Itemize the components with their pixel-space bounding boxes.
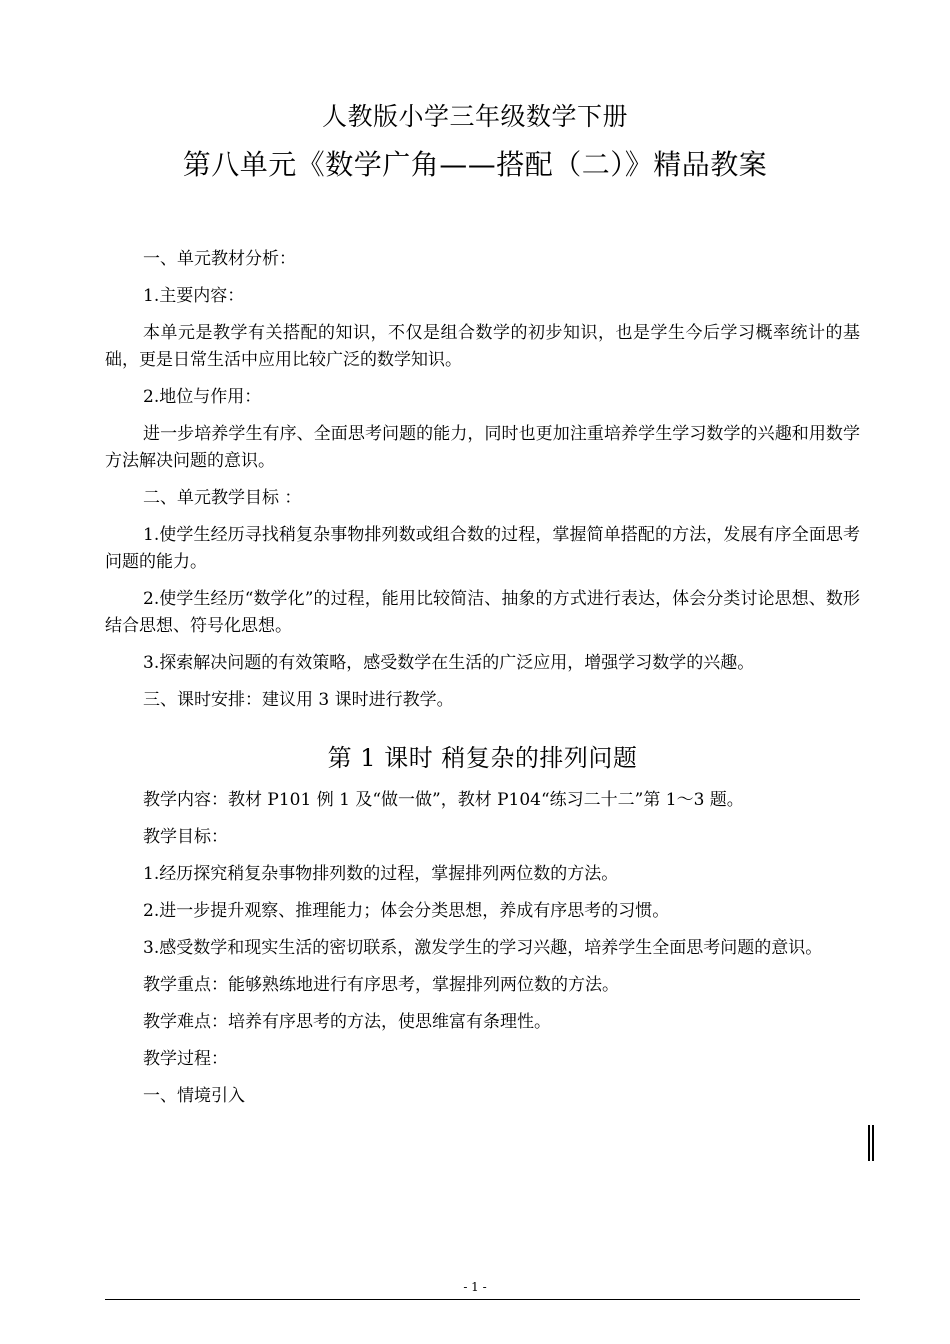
role-heading: 2.地位与作用： [143, 387, 262, 407]
teaching-goals-heading: 教学目标： [143, 827, 228, 847]
document-title-line-2: 第八单元《数学广角——搭配（二）》精品教案 [182, 148, 768, 181]
document-title-line-1: 人教版小学三年级数学下册 [321, 102, 628, 131]
document-body [105, 246, 860, 1120]
footer-rule [105, 1299, 860, 1300]
unit-goal-1: 1.使学生经历寻找稍复杂事物排列数或组合数的过程，掌握简单搭配的方法，发展有序全面思考问题的能力。 [105, 525, 860, 572]
role-paragraph: 进一步培养学生有序、全面思考问题的能力，同时也更加注重培养学生学习数学的兴趣和用数学方法解决问题的意识。 [105, 424, 860, 471]
unit-analysis-heading: 一、单元教材分析： [143, 249, 296, 269]
unit-goal-2: 2.使学生经历“数学化”的过程，能用比较简洁、抽象的方式进行表达，体会分类讨论思想、数形结合思想、符号化思想。 [105, 589, 860, 636]
main-content-heading: 1.主要内容： [143, 286, 245, 306]
difficult-point: 教学难点：培养有序思考的方法，使思维富有条理性。 [143, 1012, 551, 1032]
lesson-1-title: 第 1 课时 稍复杂的排列问题 [327, 744, 638, 772]
page-number: - 1 - [463, 1280, 487, 1294]
schedule-paragraph: 三、课时安排：建议用 3 课时进行教学。 [143, 690, 454, 710]
process-heading: 教学过程： [143, 1049, 228, 1069]
intro-heading: 一、情境引入 [143, 1086, 245, 1106]
unit-goal-3: 3.探索解决问题的有效策略，感受数学在生活的广泛应用，增强学习数学的兴趣。 [143, 653, 755, 673]
main-content-paragraph: 本单元是教学有关搭配的知识，不仅是组合数学的初步知识，也是学生今后学习概率统计的基础，更是日常生活中应用比较广泛的数学知识。 [105, 323, 860, 370]
lesson-goal-3: 3.感受数学和现实生活的密切联系，激发学生的学习兴趣，培养学生全面思考问题的意识。 [143, 938, 823, 958]
unit-goals-heading: 二、单元教学目标 ： [143, 488, 302, 508]
teaching-content: 教学内容：教材 P101 例 1 及“做一做”，教材 P104“练习二十二”第 1～3 题。 [143, 790, 744, 810]
lesson-goal-2: 2.进一步提升观察、推理能力；体会分类思想，养成有序思考的习惯。 [143, 901, 670, 921]
margin-change-bar [868, 1125, 874, 1161]
lesson-goal-1: 1.经历探究稍复杂事物排列数的过程，掌握排列两位数的方法。 [143, 864, 619, 884]
key-point: 教学重点：能够熟练地进行有序思考，掌握排列两位数的方法。 [143, 975, 619, 995]
